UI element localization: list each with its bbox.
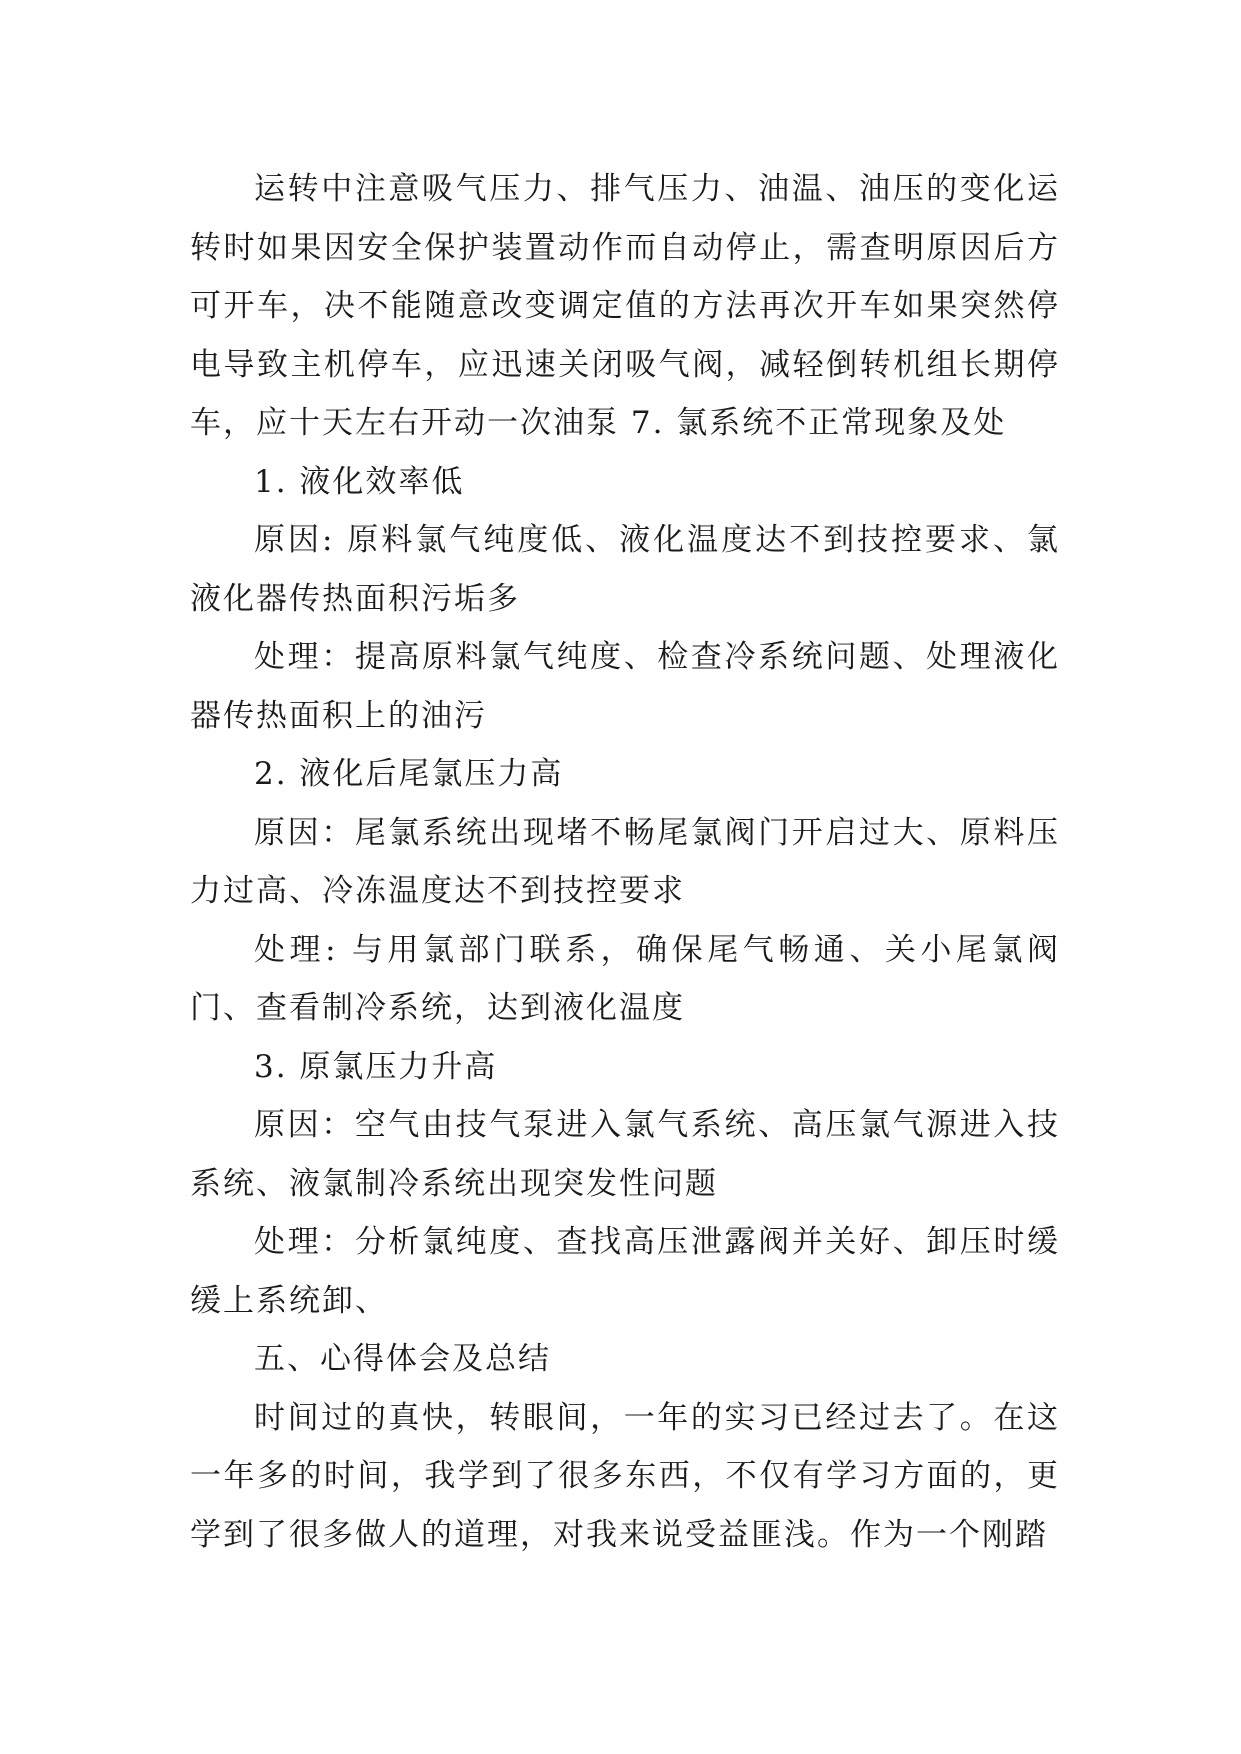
heading-tail-chlorine-pressure-high: 2. 液化后尾氯压力高 [254, 756, 564, 792]
document-body [190, 160, 1060, 1564]
heading-summary: 五、心得体会及总结 [254, 1341, 551, 1377]
heading-low-liquefaction-efficiency: 1. 液化效率低 [254, 463, 465, 500]
paragraph-cause-3: 原因：空气由技气泵进入氯气系统、高压氯气源进入技系统、液氯制冷系统出现突发性问题 [190, 1107, 1060, 1202]
paragraph-cause-2: 原因：尾氯系统出现堵不畅尾氯阀门开启过大、原料压力过高、冷冻温度达不到技控要求 [190, 814, 1060, 909]
paragraph-cause-1: 原因: 原料氯气纯度低、液化温度达不到技控要求、氯液化器传热面积污垢多 [190, 522, 1060, 617]
paragraph-treatment-3: 处理：分析氯纯度、查找高压泄露阀并关好、卸压时缓缓上系统卸、 [190, 1224, 1060, 1319]
heading-raw-chlorine-pressure-rise: 3. 原氯压力升高 [254, 1048, 498, 1085]
paragraph-treatment-2: 处理: 与用氯部门联系，确保尾气畅通、关小尾氯阀门、查看制冷系统，达到液化温度 [190, 931, 1060, 1026]
paragraph-summary: 时间过的真快，转眼间，一年的实习已经过去了。在这一年多的时间，我学到了很多东西，不仅有学习方面的，更学到了很多做人的道理，对我来说受益匪浅。作为一个刚踏 [190, 1399, 1060, 1553]
paragraph-compressor-operation: 运转中注意吸气压力、排气压力、油温、油压的变化运转时如果因安全保护装置动作而自动停止，需查明原因后方可开车，决不能随意改变调定值的方法再次开车如果突然停电导致主机停车，应迅速关闭吸气阀，减轻倒转机组长期停车，应十天左右开动一次油泵 7. 氯系统不正常现象及处 [190, 171, 1060, 441]
paragraph-treatment-1: 处理：提高原料氯气纯度、检查冷系统问题、处理液化器传热面积上的油污 [190, 639, 1060, 734]
